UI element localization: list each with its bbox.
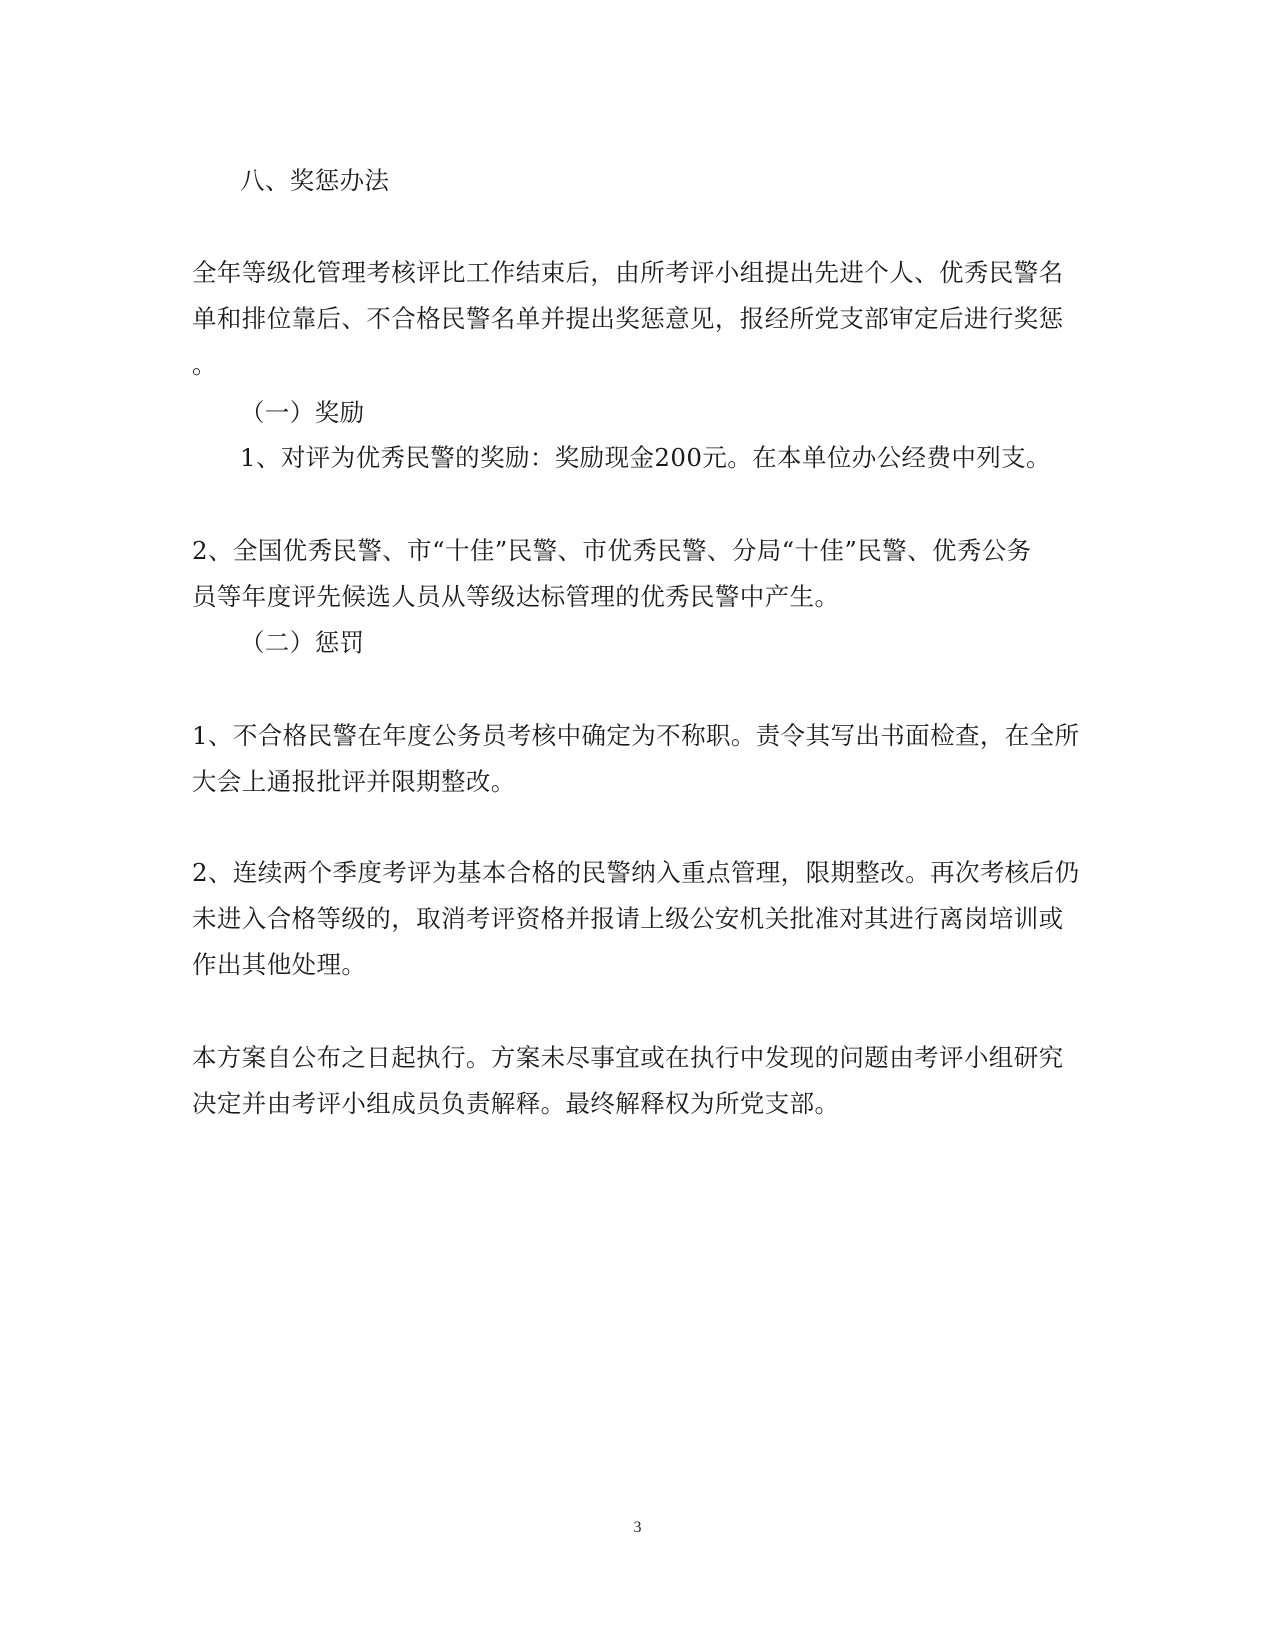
closing-line-2: 决定并由考评小组成员负责解释。最终解释权为所党支部。	[192, 1089, 840, 1118]
reward-heading: （一）奖励	[240, 398, 365, 427]
page-number: 3	[633, 1519, 642, 1536]
intro-line-2: 单和排位靠后、不合格民警名单并提出奖惩意见，报经所党支部审定后进行奖惩	[192, 304, 1064, 333]
intro-line-3: 。	[192, 350, 217, 379]
section-heading: 八、奖惩办法	[240, 166, 390, 195]
penalty-heading: （二）惩罚	[240, 628, 365, 657]
penalty-item-1-line-1: 1、不合格民警在年度公务员考核中确定为不称职。责令其写出书面检查，在全所	[192, 721, 1080, 750]
closing-line-1: 本方案自公布之日起执行。方案未尽事宜或在执行中发现的问题由考评小组研究	[192, 1043, 1064, 1072]
reward-item-2-line-1: 2、全国优秀民警、市“十佳”民警、市优秀民警、分局“十佳”民警、优秀公务	[192, 536, 1032, 565]
reward-item-1: 1、对评为优秀民警的奖励：奖励现金200元。在本单位办公经费中列支。	[240, 443, 1051, 472]
penalty-item-2-line-3: 作出其他处理。	[192, 950, 367, 979]
reward-item-2-line-2: 员等年度评先候选人员从等级达标管理的优秀民警中产生。	[192, 582, 840, 611]
penalty-item-2-line-2: 未进入合格等级的，取消考评资格并报请上级公安机关批准对其进行离岗培训或	[192, 904, 1064, 933]
intro-line-1: 全年等级化管理考核评比工作结束后，由所考评小组提出先进个人、优秀民警名	[192, 258, 1064, 287]
penalty-item-1-line-2: 大会上通报批评并限期整改。	[192, 767, 516, 796]
penalty-item-2-line-1: 2、连续两个季度考评为基本合格的民警纳入重点管理，限期整改。再次考核后仍	[192, 858, 1080, 887]
